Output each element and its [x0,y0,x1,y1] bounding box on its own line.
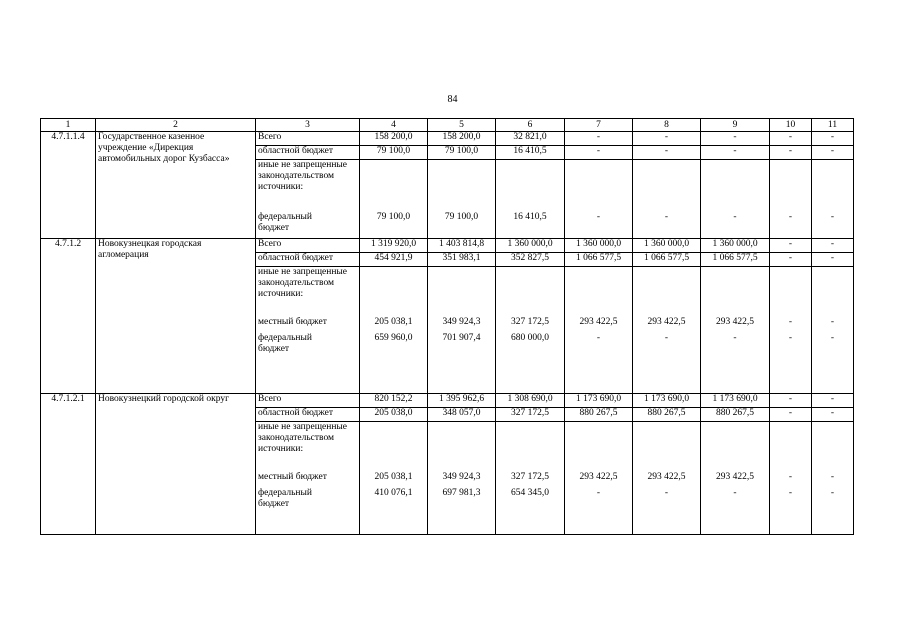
value-cell [360,160,428,239]
value-text: 680 000,0 [511,333,549,343]
header-cell: 11 [812,119,854,132]
value-cell [633,160,701,239]
value-cell: - [565,132,633,146]
value-cell [633,267,701,394]
value-text: 293 422,5 [579,317,618,327]
value-text: - [830,333,835,343]
value-cell: 1 360 000,0 [701,239,770,253]
value-cell: 1 360 000,0 [633,239,701,253]
header-cell: 10 [770,119,812,132]
source-label [256,160,360,239]
value-text: 327 172,5 [511,317,549,327]
source-label [256,422,360,535]
value-text: 349 924,3 [442,472,481,482]
value-cell: 1 403 814,8 [428,239,496,253]
value-cell: - [770,408,812,422]
value-cell: 352 827,5 [496,253,565,267]
value-cell: 880 267,5 [701,408,770,422]
value-cell: - [812,132,854,146]
value-cell: 79 100,0 [360,146,428,160]
value-cell: - [565,146,633,160]
value-text: - [788,488,793,498]
value-cell: 1 319 920,0 [360,239,428,253]
value-text: 410 076,1 [374,488,413,498]
value-cell: 1 173 690,0 [565,394,633,408]
value-text: 701 907,4 [442,333,481,343]
value-text: - [788,472,793,482]
header-cell: 5 [428,119,496,132]
value-text: - [830,212,835,222]
value-cell [701,422,770,535]
value-cell: - [633,146,701,160]
value-text: - [664,333,669,343]
value-cell: 454 921,9 [360,253,428,267]
value-cell [812,422,854,535]
source-label: федеральный бюджет [258,333,312,354]
header-cell: 3 [256,119,360,132]
value-cell [565,422,633,535]
value-cell [496,422,565,535]
value-text: 293 422,5 [716,317,754,327]
source-label: федеральный бюджет [258,212,312,233]
row-name: Новокузнецкий городской округ [96,394,256,535]
row-code: 4.7.1.1.4 [41,132,96,239]
value-cell: 880 267,5 [633,408,701,422]
row-name: Государственное казенное учреждение «Дирекция автомобильных дорог Кузбасса» [96,132,256,239]
header-cell: 7 [565,119,633,132]
value-cell [565,267,633,394]
value-cell: 205 038,0 [360,408,428,422]
value-text: 205 038,1 [374,317,413,327]
value-text: - [733,212,737,222]
value-cell: - [812,239,854,253]
value-cell: 1 360 000,0 [496,239,565,253]
value-cell: 158 200,0 [360,132,428,146]
header-cell: 1 [41,119,96,132]
value-cell: 820 152,2 [360,394,428,408]
value-cell [360,422,428,535]
value-cell: - [812,253,854,267]
value-cell: - [770,239,812,253]
value-text: - [830,488,835,498]
header-row [41,119,854,132]
value-cell: - [770,253,812,267]
header-cell: 8 [633,119,701,132]
header-cell: 2 [96,119,256,132]
value-text: - [733,333,737,343]
value-cell [701,160,770,239]
source-label [256,267,360,394]
value-text: 205 038,1 [374,472,413,482]
value-cell [428,267,496,394]
value-text: - [788,333,793,343]
value-cell: - [770,146,812,160]
value-text: 349 924,3 [442,317,481,327]
table-row [41,394,854,408]
value-cell: 348 057,0 [428,408,496,422]
value-cell: 1 360 000,0 [565,239,633,253]
source-label: областной бюджет [256,408,360,422]
header-cell: 9 [701,119,770,132]
value-text: 79 100,0 [376,212,411,222]
source-label: Всего [256,132,360,146]
source-label: областной бюджет [256,253,360,267]
value-text: 293 422,5 [716,472,754,482]
row-code: 4.7.1.2 [41,239,96,394]
value-cell: 1 173 690,0 [701,394,770,408]
value-text: 293 422,5 [647,472,686,482]
value-text: - [664,488,669,498]
value-cell [633,422,701,535]
value-text: - [830,317,835,327]
budget-table [40,118,854,535]
source-label: областной бюджет [256,146,360,160]
value-cell: 1 066 577,5 [701,253,770,267]
value-cell [770,160,812,239]
value-text: 16 410,5 [513,212,547,222]
value-text: - [733,488,737,498]
source-label: Всего [256,239,360,253]
row-name: Новокузнецкая городская агломерация [96,239,256,394]
value-text: - [664,212,669,222]
value-cell: 1 066 577,5 [633,253,701,267]
value-cell: - [701,146,770,160]
value-cell [812,267,854,394]
value-cell [770,267,812,394]
value-text: - [596,212,601,222]
source-label: федеральный бюджет [258,488,312,509]
value-cell: - [701,132,770,146]
value-text: 293 422,5 [647,317,686,327]
value-cell: 16 410,5 [496,146,565,160]
value-cell [428,422,496,535]
value-cell: 1 173 690,0 [633,394,701,408]
other-sources-label: иные не запрещенные законодательством источники: [258,267,348,299]
value-cell [496,267,565,394]
value-cell: 1 066 577,5 [565,253,633,267]
value-cell: - [633,132,701,146]
header-cell: 4 [360,119,428,132]
value-cell: 880 267,5 [565,408,633,422]
value-cell [565,160,633,239]
value-text: 654 345,0 [511,488,549,498]
value-text: - [596,333,601,343]
value-cell [701,267,770,394]
value-cell: - [770,132,812,146]
row-code: 4.7.1.2.1 [41,394,96,535]
table-row [41,132,854,146]
value-cell: - [812,408,854,422]
value-cell: 79 100,0 [428,146,496,160]
value-text: 327 172,5 [511,472,549,482]
value-text: 293 422,5 [579,472,618,482]
value-text: 697 981,3 [442,488,481,498]
value-cell [770,422,812,535]
value-cell [360,267,428,394]
value-cell: - [770,394,812,408]
value-text: - [830,472,835,482]
value-cell: 158 200,0 [428,132,496,146]
header-cell: 6 [496,119,565,132]
value-text: 79 100,0 [444,212,479,222]
value-cell: 327 172,5 [496,408,565,422]
value-cell: 1 308 690,0 [496,394,565,408]
other-sources-label: иные не запрещенные законодательством источники: [258,160,348,192]
value-cell [812,160,854,239]
value-cell [428,160,496,239]
value-text: 659 960,0 [374,333,413,343]
value-cell: 351 983,1 [428,253,496,267]
source-label: местный бюджет [258,317,327,327]
value-text: - [788,212,793,222]
table-row [41,239,854,253]
other-sources-label: иные не запрещенные законодательством источники: [258,422,348,454]
source-label: местный бюджет [258,472,327,482]
value-cell: 1 395 962,6 [428,394,496,408]
value-cell [496,160,565,239]
source-label: Всего [256,394,360,408]
value-cell: 32 821,0 [496,132,565,146]
page-number: 84 [447,94,458,105]
value-cell: - [812,146,854,160]
value-cell: - [812,394,854,408]
value-text: - [596,488,601,498]
value-text: - [788,317,793,327]
